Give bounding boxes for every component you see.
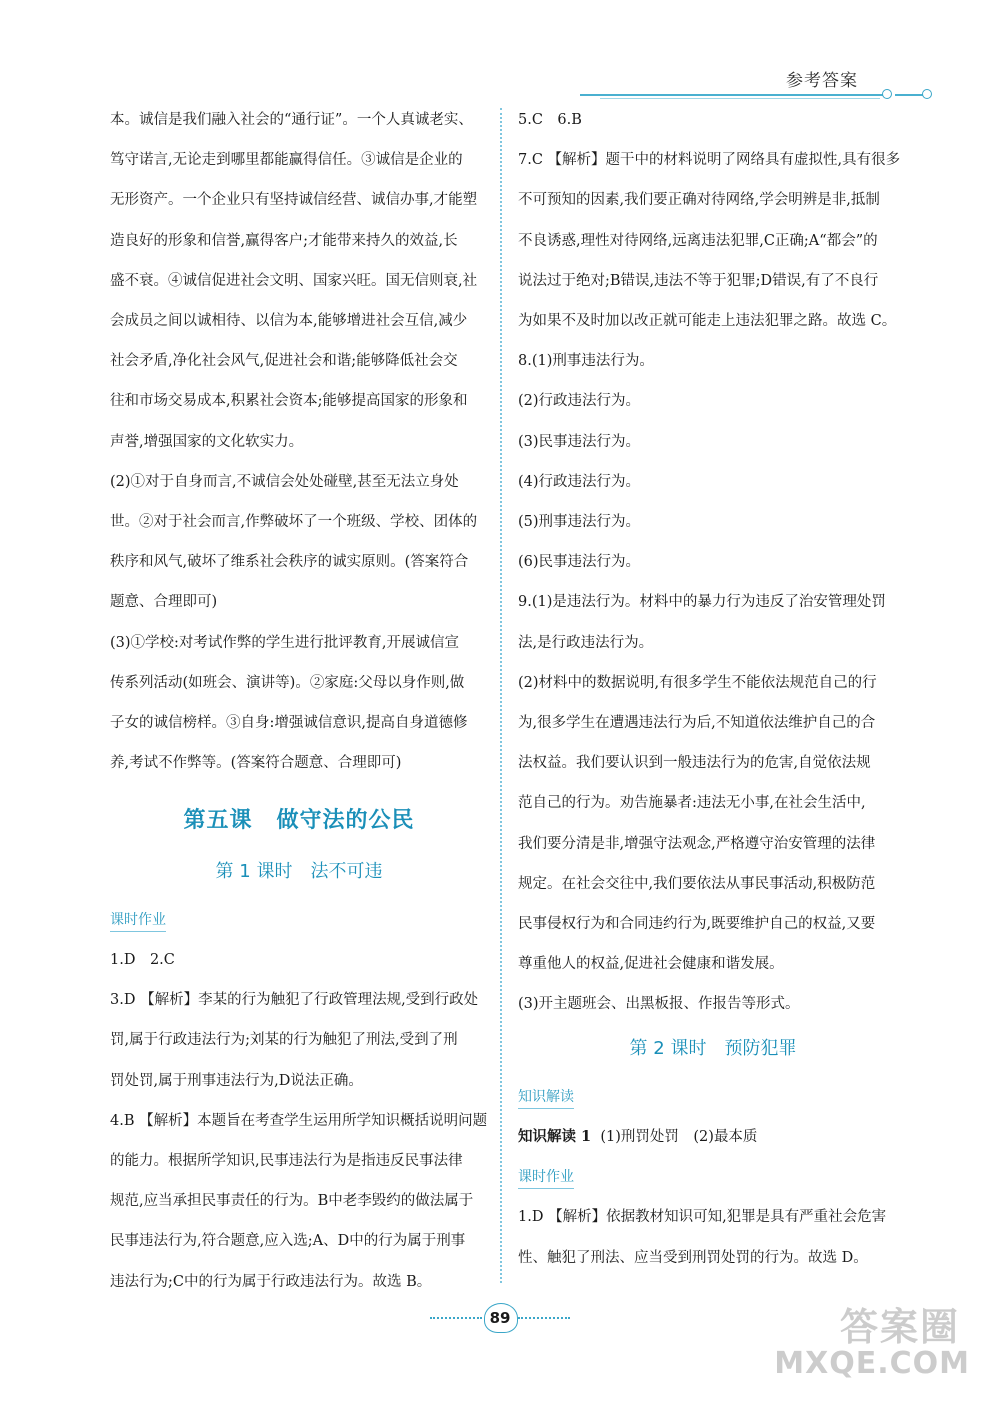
text-line: 子女的诚信榜样。③自身:增强诚信意识,提高自身道德修 [110,715,468,732]
lesson-number: 第五课 [183,808,253,834]
answer-line: 4.B 【解析】本题旨在考查学生运用所学知识概括说明问题 [110,1112,488,1129]
text-line: 盛不衰。④诚信促进社会文明、国家兴旺。国无信则衰,社 [110,272,478,289]
answer-line: 为如果不及时加以改正就可能走上违法犯罪之路。故选 C。 [518,313,897,330]
header-rule-thin [600,98,880,99]
text-line: 秩序和风气,破坏了维系社会秩序的诚实原则。(答案符合 [110,554,469,571]
answer-line: 尊重他人的权益,促进社会健康和谐发展。 [518,956,784,973]
answer-line: 民事侵权行为和合同违约行为,既要维护自己的权益,又要 [518,916,876,933]
text-line: 会成员之间以诚相待、以信为本,能够增进社会互信,减少 [110,313,468,330]
answer-line: 说法过于绝对;B错误,违法不等于犯罪;D错误,有了不良行 [518,272,879,289]
header-circle-icon [882,89,892,99]
knowledge-line [518,1117,908,1157]
answer-line: 9.(1)是违法行为。材料中的暴力行为违反了治安管理处罚 [518,594,886,611]
header-rule [580,94,885,96]
subtitle-name: 预防犯罪 [724,1037,797,1059]
column-divider [500,108,502,1283]
text-line: 题意、合理即可) [110,594,218,611]
lesson-title [110,801,488,841]
lesson-name: 做守法的公民 [276,808,415,834]
text-line: 本。诚信是我们融入社会的“通行证”。一个人真诚老实、 [110,112,473,128]
text-line: 无形资产。一个企业只有坚持诚信经营、诚信办事,才能塑 [110,192,478,209]
answer-line: (3)民事违法行为。 [518,433,641,450]
page-number-value: 89 [482,1303,518,1333]
text-line: (2)①对于自身而言,不诚信会处处碰壁,甚至无法立身处 [110,473,459,490]
section-tag-homework: 课时作业 [110,909,166,932]
watermark-top-text: 答案圈 [839,1305,960,1349]
header-circle-icon [922,89,932,99]
answer-line: 规定。在社会交往中,我们要依法从事民事活动,积极防范 [518,875,876,892]
answer-line: (2)行政违法行为。 [518,393,641,410]
page-number-dots-right [518,1317,570,1319]
answer-line: 3.D 【解析】李某的行为触犯了行政管理法规,受到行政处 [110,992,479,1009]
answer-line: 法,是行政违法行为。 [518,634,654,651]
left-column [110,100,488,1302]
answer-line: 法权益。我们要认识到一般违法行为的危害,自觉依法规 [518,755,871,772]
answer-line: (2)材料中的数据说明,有很多学生不能依法规范自己的行 [518,674,877,691]
answer-line: 罚处罚,属于刑事违法行为,D说法正确。 [110,1072,363,1089]
header-title: 参考答案 [786,71,858,91]
right-column [518,100,908,1278]
section-tag-homework: 课时作业 [518,1166,574,1189]
answer-line: 5.C 6.B [518,112,582,128]
answer-line: 范自己的行为。劝告施暴者:违法无小事,在社会生活中, [518,795,866,812]
answer-line: (3)开主题班会、出黑板报、作报告等形式。 [518,996,800,1013]
knowledge-label: 知识解读 1 [518,1128,592,1146]
answer-line: 规范,应当承担民事责任的行为。B中老李毁约的做法属于 [110,1193,474,1210]
text-line: 社会矛盾,净化社会风气,促进社会和谐;能够降低社会交 [110,353,458,370]
text-line: (3)①学校:对考试作弊的学生进行批评教育,开展诚信宣 [110,634,460,651]
text-line: 声誉,增强国家的文化软实力。 [110,433,304,450]
section-tag-knowledge: 知识解读 [518,1086,574,1109]
answer-line: (4)行政违法行为。 [518,473,641,490]
answer-line: 7.C 【解析】题干中的材料说明了网络具有虚拟性,具有很多 [518,152,901,169]
page-number [430,1303,570,1333]
answer-line: 性、触犯了刑法、应当受到刑罚处罚的行为。故选 D。 [518,1249,868,1266]
answer-line: 为,很多学生在遭遇违法行为后,不知道依法维护自己的合 [518,715,876,732]
subtitle-name: 法不可违 [310,860,383,882]
text-line: 笃守诺言,无论走到哪里都能赢得信任。③诚信是企业的 [110,152,463,169]
lesson-subtitle-1 [110,852,488,892]
text-line: 传系列活动(如班会、演讲等)。②家庭:父母以身作则,做 [110,674,465,691]
knowledge-text: (1)刑罚处罚 (2)最本质 [600,1129,758,1146]
watermark-bottom-text: MXQE.COM [774,1346,970,1381]
answer-line: 我们要分清是非,增强守法观念,严格遵守治安管理的法律 [518,835,876,852]
answer-line: 1.D 2.C [110,952,175,969]
answer-line: 违法行为;C中的行为属于行政违法行为。故选 B。 [110,1273,432,1290]
text-line: 世。②对于社会而言,作弊破坏了一个班级、学校、团体的 [110,514,478,531]
answer-line: 1.D 【解析】依据教材知识可知,犯罪是具有严重社会危害 [518,1209,887,1226]
watermark-logo [774,1296,970,1381]
header-rule-segment [895,94,923,96]
answer-line: (6)民事违法行为。 [518,554,641,571]
text-line: 造良好的形象和信誉,赢得客户;才能带来持久的效益,长 [110,232,458,249]
lesson-subtitle-2 [518,1029,908,1069]
subtitle-period: 第 1 课时 [215,860,293,882]
page-header [560,60,940,105]
text-line: 养,考试不作弊等。(答案符合题意、合理即可) [110,755,402,772]
answer-line: 8.(1)刑事违法行为。 [518,353,654,370]
answer-line: 不可预知的因素,我们要正确对待网络,学会明辨是非,抵制 [518,192,880,209]
answer-line: (5)刑事违法行为。 [518,514,641,531]
answer-line: 罚,属于行政违法行为;刘某的行为触犯了刑法,受到了刑 [110,1032,458,1049]
page-number-dots-left [430,1317,482,1319]
answer-line: 的能力。根据所学知识,民事违法行为是指违反民事法律 [110,1153,463,1170]
answer-line: 民事违法行为,符合题意,应入选;A、D中的行为属于刑事 [110,1233,466,1250]
text-line: 往和市场交易成本,积累社会资本;能够提高国家的形象和 [110,393,468,410]
subtitle-period: 第 2 课时 [629,1037,707,1059]
answer-line: 不良诱惑,理性对待网络,远离违法犯罪,C正确;A“都会”的 [518,232,878,249]
